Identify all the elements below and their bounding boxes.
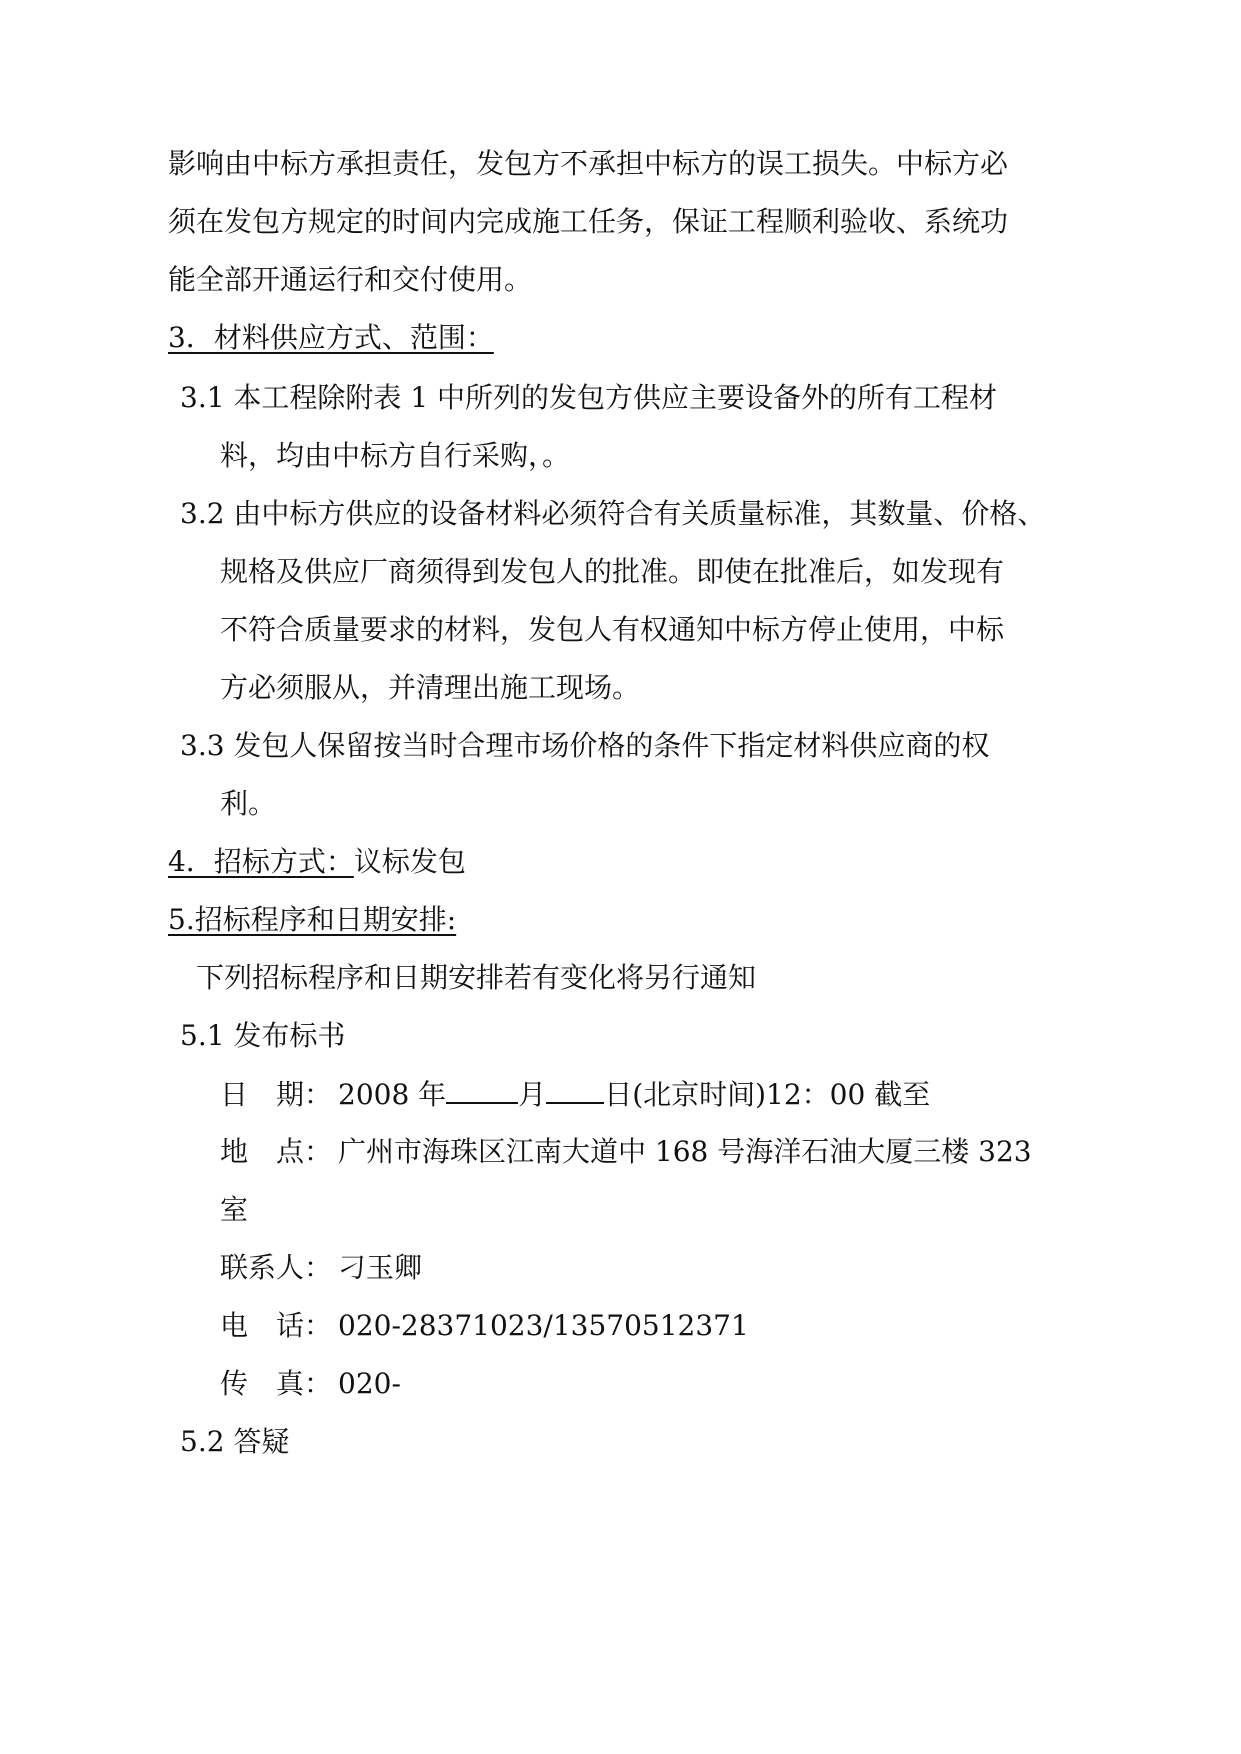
section-4-value: 议标发包 [353,845,466,878]
intro-line-1: 影响由中标方承担责任，发包方不承担中标方的误工损失。中标方必 [168,147,1009,180]
phone-value: 020-28371023/13570512371 [338,1309,749,1342]
item-3-2-line-1: 3.2 由中标方供应的设备材料必须符合有关质量标准，其数量、价格、 [180,497,1046,530]
intro-line-3: 能全部开通运行和交付使用。 [168,263,533,296]
place-line [220,1134,1032,1170]
contact-line [220,1250,422,1286]
date-rest: 日(北京时间)12：00 截至 [604,1078,931,1111]
item-3-2-line-4: 方必须服从，并清理出施工现场。 [220,671,641,704]
item-3-1-line-2: 料，均由中标方自行采购，。 [220,439,571,472]
section-5-note: 下列招标程序和日期安排若有变化将另行通知 [196,961,757,994]
day-blank [546,1076,604,1104]
item-3-2-line-2: 规格及供应厂商须得到发包人的批准。即使在批准后，如发现有 [220,555,1005,588]
fax-line [220,1366,401,1402]
section-5-heading: 5.招标程序和日期安排: [168,903,457,936]
item-3-3-line-2: 利。 [220,787,277,820]
date-label: 日 期： [220,1078,333,1111]
place-value: 广州市海珠区江南大道中 168 号海洋石油大厦三楼 323 [338,1135,1032,1168]
item-3-2-line-3: 不符合质量要求的材料，发包人有权通知中标方停止使用，中标 [220,613,1005,646]
place-continued: 室 [220,1193,249,1226]
phone-line [220,1308,749,1344]
item-5-2-title: 5.2 答疑 [180,1425,290,1458]
section-3-heading: 3．材料供应方式、范围： [168,321,494,354]
item-5-1-title: 5.1 发布标书 [180,1019,346,1052]
phone-label: 电 话： [220,1309,333,1342]
issue-date-line [220,1076,930,1113]
date-year: 2008 年 [338,1078,447,1111]
contact-label: 联系人： [220,1251,333,1284]
contact-value: 刁玉卿 [338,1251,423,1284]
item-3-3-line-1: 3.3 发包人保留按当时合理市场价格的条件下指定材料供应商的权 [180,729,990,762]
section-4-heading: 4．招标方式： [168,845,354,878]
fax-value: 020- [338,1367,401,1400]
item-3-1-line-1: 3.1 本工程除附表 1 中所列的发包方供应主要设备外的所有工程材 [180,381,998,414]
month-blank [446,1076,518,1104]
section-4-line [168,844,466,880]
date-month: 月 [518,1078,547,1111]
fax-label: 传 真： [220,1367,333,1400]
intro-line-2: 须在发包方规定的时间内完成施工任务，保证工程顺利验收、系统功 [168,205,1009,238]
place-label: 地 点： [220,1135,333,1168]
